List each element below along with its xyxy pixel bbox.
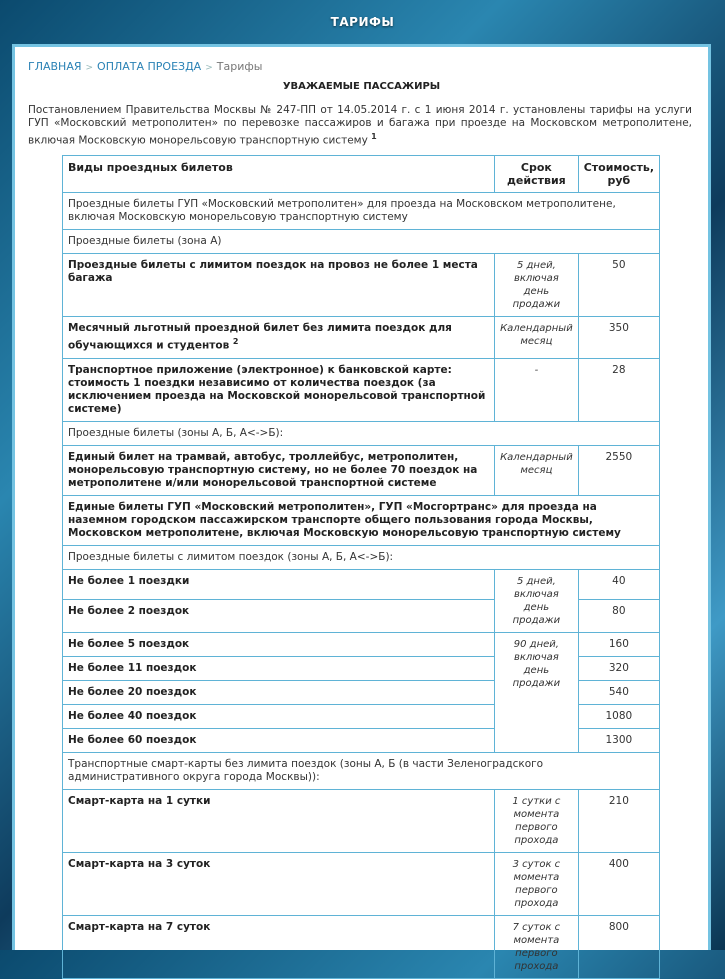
table-row: Смарт-карта на 7 суток 7 суток с момента первого прохода 800 (63, 915, 660, 978)
footnote-marker: 2 (232, 337, 239, 346)
content-panel (12, 44, 711, 972)
breadcrumb-payment-link[interactable]: ОПЛАТА ПРОЕЗДА (97, 60, 202, 73)
table-row: Смарт-карта на 3 суток 3 суток с момента первого прохода 400 (63, 852, 660, 915)
section-row: Единые билеты ГУП «Московский метрополитен», ГУП «Мосгортранс» для проезда на наземном городском пассажирском транспорте общего пользования города Москвы, Московском метрополитене, включая Московскую монорельсовую транспортную систему (63, 495, 660, 545)
section-row: Проездные билеты с лимитом поездок (зоны А, Б, А<->Б): (63, 545, 660, 569)
breadcrumb-current: Тарифы (216, 60, 263, 73)
breadcrumb-separator-icon: > (85, 63, 94, 73)
breadcrumb-home-link[interactable]: ГЛАВНАЯ (28, 60, 82, 73)
table-row: Проездные билеты с лимитом поездок на провоз не более 1 места багажа 5 дней, включая день продажи 50 (63, 254, 660, 317)
section-row: Транспортные смарт-карты без лимита поездок (зоны А, Б (в части Зеленоградского административного округа города Москвы)): (63, 752, 660, 789)
table-row: Не более 5 поездок 90 дней, включая день продажи 160 (63, 632, 660, 656)
table-row: Не более 11 поездок 320 (63, 656, 660, 680)
table-row: Смарт-карта на 1 сутки 1 сутки с момента первого прохода 210 (63, 789, 660, 852)
table-row: Не более 20 поездок 540 (63, 680, 660, 704)
header-price: Стоимость, руб (578, 156, 659, 193)
table-row: Не более 2 поездок 80 (63, 600, 660, 632)
intro-text: Постановлением Правительства Москвы № 247-ПП от 14.05.2014 г. с 1 июня 2014 г. установлены тарифы на услуги ГУП «Московский метрополитен» по перевозке пассажиров и багажа при проезде на Московском метрополитене, включая Московскую монорельсовую транспортную систему $^1$ (28, 104, 692, 147)
table-row: Месячный льготный проездной билет без лимита поездок для обучающихся и студентов $^2$ Календарный месяц 350 (63, 317, 660, 359)
table-header-row (63, 156, 660, 193)
breadcrumb-separator-icon: > (205, 63, 213, 73)
table-row: Не более 60 поездок 1300 (63, 728, 660, 752)
header-ticket-types: Виды проездных билетов (63, 156, 495, 193)
tariffs-table (62, 155, 660, 979)
section-row: Проездные билеты (зоны А, Б, А<->Б): (63, 421, 660, 445)
footnote-marker: 1 (371, 132, 377, 141)
page-title: ТАРИФЫ (330, 15, 395, 29)
table-row: Не более 1 поездки 5 дней, включая день продажи 40 (63, 569, 660, 600)
table-row: Единый билет на трамвай, автобус, троллейбус, метрополитен, монорельсовую транспортную систему, но не более 70 поездок на метрополитене и/или монорельсовой транспортной системе Календарный месяц 2550 (63, 445, 660, 495)
header-validity: Срок действия (495, 156, 579, 193)
breadcrumb (28, 60, 262, 73)
table-row: Транспортное приложение (электронное) к банковской карте: стоимость 1 поездки независимо от количества поездок (за исключением проезда на Московской монорельсовой транспортной системе) - 28 (63, 358, 660, 421)
section-row: Проездные билеты (зона А) (63, 230, 660, 254)
section-row: Проездные билеты ГУП «Московский метрополитен» для проезда на Московском метрополитене, включая Московскую монорельсовую транспортную систему (63, 193, 660, 230)
table-row: Не более 40 поездок 1080 (63, 704, 660, 728)
section-heading: УВАЖАЕМЫЕ ПАССАЖИРЫ (282, 81, 441, 92)
page-header (0, 0, 725, 44)
